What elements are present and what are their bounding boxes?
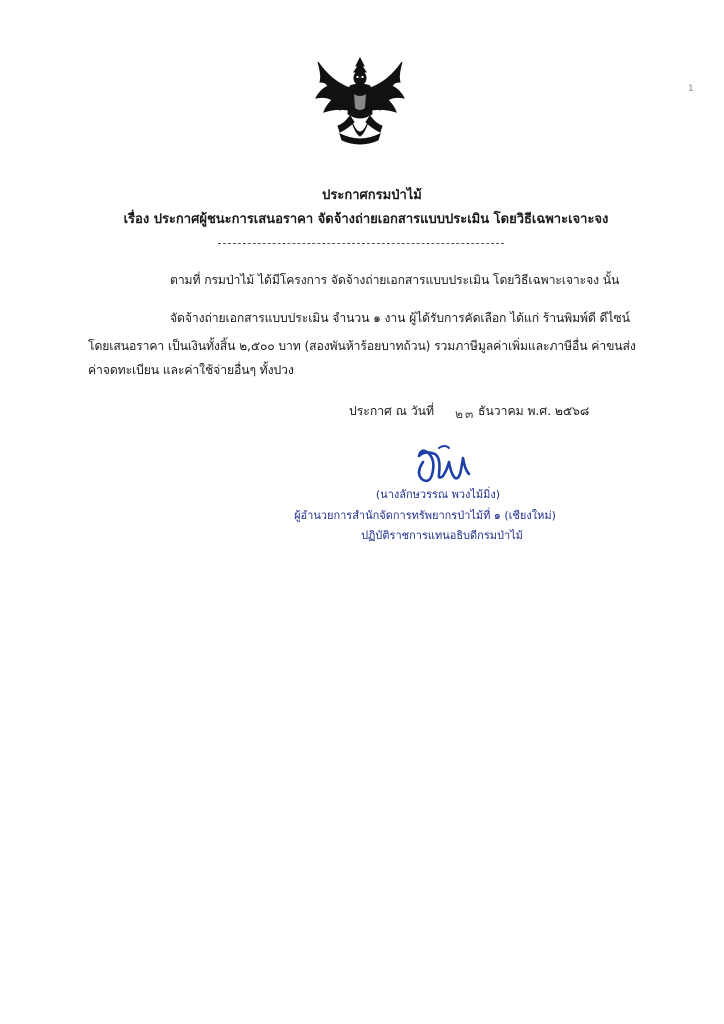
date-day: ๒๓ <box>455 407 476 421</box>
page-marker: 1 <box>688 84 694 94</box>
handwritten-signature <box>405 440 485 488</box>
paragraph-award-line-3: ค่าจดทะเบียน และค่าใช้จ่ายอื่นๆ ทั้งปวง <box>88 363 294 377</box>
document-subject: เรื่อง ประกาศผู้ชนะการเสนอราคา จัดจ้างถ่ายเอกสารแบบประเมิน โดยวิธีเฉพาะเจาะจง <box>123 212 609 227</box>
signatory-name: (นางลักษวรรณ พวงไม้มิ่ง) <box>375 488 501 501</box>
document-title: ประกาศกรมป่าไม้ <box>322 188 422 203</box>
signatory-position: ผู้อำนวยการสำนักจัดการทรัพยากรป่าไม้ที่ ๑ (เชียงใหม่) <box>294 509 556 522</box>
signatory-acting: ปฏิบัติราชการแทนอธิบดีกรมป่าไม้ <box>361 529 523 542</box>
garuda-emblem-icon <box>310 52 410 152</box>
paragraph-intro: ตามที่ กรมป่าไม้ ได้มีโครงการ จัดจ้างถ่ายเอกสารแบบประเมิน โดยวิธีเฉพาะเจาะจง นั้น <box>170 273 620 287</box>
paragraph-award-line-1: จัดจ้างถ่ายเอกสารแบบประเมิน จำนวน ๑ งาน ผู้ได้รับการคัดเลือก ได้แก่ ร้านพิมพ์ดี ดีไซน์ <box>170 311 630 325</box>
date-month-year: ธันวาคม พ.ศ. ๒๕๖๘ <box>478 404 590 418</box>
paragraph-award-line-2: โดยเสนอราคา เป็นเงินทั้งสิ้น ๒,๕๐๐ บาท (สองพันห้าร้อยบาทถ้วน) รวมภาษีมูลค่าเพิ่มและภาษีอื่น ค่าขนส่ง <box>88 339 636 353</box>
divider-line <box>218 243 504 244</box>
date-label: ประกาศ ณ วันที่ <box>349 404 435 418</box>
